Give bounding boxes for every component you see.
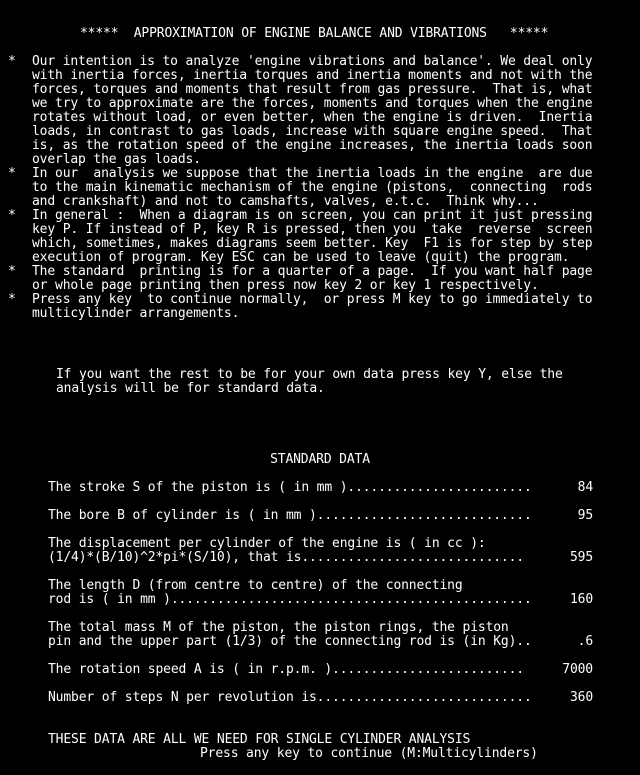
bullet-marker: * (8, 54, 16, 69)
bore-label: The bore B of cylinder is ( in mm )............................ (48, 508, 532, 523)
displacement-value: 595 (569, 550, 593, 565)
intro-text-line: and crankshaft) and not to camshafts, valves, e.t.c. Think why... (32, 194, 539, 209)
bullet-marker: * (8, 292, 16, 307)
bore-value: 95 (577, 508, 593, 523)
bullet-marker: * (8, 264, 16, 279)
rotation-speed-label: The rotation speed A is ( in r.p.m. )......................... (48, 662, 524, 677)
intro-text-line: which, sometimes, makes diagrams seem better. Key F1 is for step by step (32, 236, 593, 251)
intro-text-line: multicylinder arrangements. (32, 306, 240, 321)
data-source-prompt: analysis will be for standard data. (56, 381, 325, 396)
mass-label: The total mass M of the piston, the piston rings, the piston (48, 620, 509, 635)
steps-label: Number of steps N per revolution is............................ (48, 690, 532, 705)
intro-text-line: overlap the gas loads. (32, 152, 201, 167)
intro-text-line: execution of program. Key ESC can be used to leave (quit) the program. (32, 250, 570, 265)
intro-text-line: loads, in contrast to gas loads, increase with square engine speed. That (32, 124, 593, 139)
intro-text-line: is, as the rotation speed of the engine increases, the inertia loads soon (32, 138, 593, 153)
intro-text-line: Our intention is to analyze 'engine vibrations and balance'. We deal only (32, 54, 593, 69)
intro-text-line: to the main kinematic mechanism of the engine (pistons, connecting rods (32, 180, 593, 195)
intro-text-line: key P. If instead of P, key R is pressed, then you take reverse screen (32, 222, 593, 237)
footer-summary: THESE DATA ARE ALL WE NEED FOR SINGLE CYLINDER ANALYSIS (48, 732, 471, 747)
screen-title: ***** APPROXIMATION OF ENGINE BALANCE AND VIBRATIONS ***** (80, 26, 549, 41)
intro-text-line: with inertia forces, inertia torques and inertia moments and not with the (32, 68, 593, 83)
intro-text-line: The standard printing is for a quarter of a page. If you want half page (32, 264, 593, 279)
mass-value: .6 (577, 634, 593, 649)
intro-text-line: In our analysis we suppose that the inertia loads in the engine are due (32, 166, 593, 181)
stroke-label: The stroke S of the piston is ( in mm )........................ (48, 480, 532, 495)
steps-value: 360 (569, 690, 593, 705)
standard-data-heading: STANDARD DATA (270, 452, 370, 467)
stroke-value: 84 (577, 480, 593, 495)
bullet-marker: * (8, 208, 16, 223)
displacement-label: (1/4)*(B/10)^2*pi*(S/10), that is............................. (48, 550, 524, 565)
intro-text-line: rotates without load, or even better, when the engine is driven. Inertia (32, 110, 593, 125)
data-source-prompt: If you want the rest to be for your own data press key Y, else the (56, 367, 563, 382)
intro-text-line: Press any key to continue normally, or press M key to go immediately to (32, 292, 593, 307)
mass-label: pin and the upper part (1/3) of the connecting rod is (in Kg).. (48, 634, 532, 649)
rotation-speed-value: 7000 (562, 662, 593, 677)
intro-text-line: In general : When a diagram is on screen, you can print it just pressing (32, 208, 593, 223)
continue-prompt[interactable]: Press any key to continue (M:Multicylinders) (200, 746, 538, 761)
intro-text-line: we try to approximate are the forces, moments and torques when the engine (32, 96, 593, 111)
rod-length-label: rod is ( in mm )............................................... (48, 592, 532, 607)
bullet-marker: * (8, 166, 16, 181)
intro-text-line: forces, torques and moments that result from gas pressure. That is, what (32, 82, 593, 97)
rod-length-value: 160 (569, 592, 593, 607)
intro-text-line: or whole page printing then press now key 2 or key 1 respectively. (32, 278, 539, 293)
displacement-label: The displacement per cylinder of the engine is ( in cc ): (48, 536, 486, 551)
rod-length-label: The length D (from centre to centre) of the connecting (48, 578, 463, 593)
